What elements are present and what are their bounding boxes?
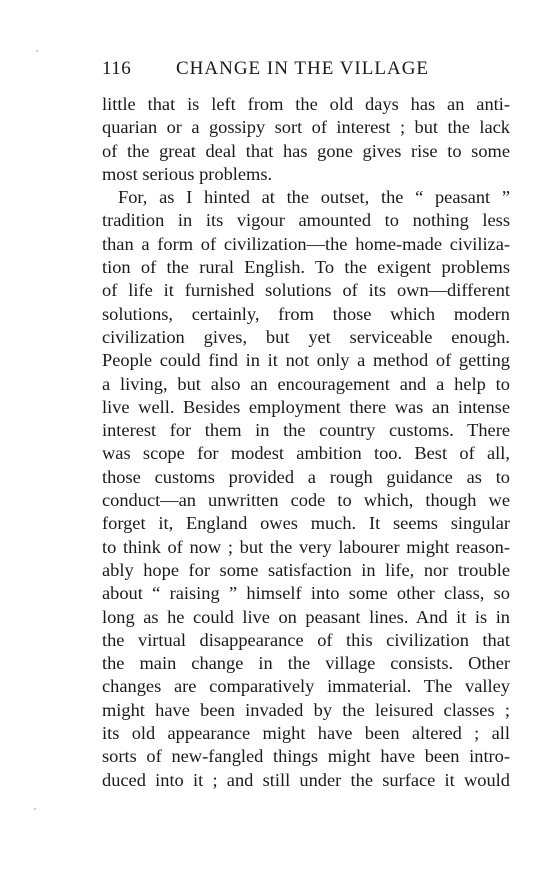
paper-speck <box>36 50 38 52</box>
text-line: a living, but also an encouragement and a help to <box>102 373 510 394</box>
text-line: forget it, England owes much. It seems singular <box>102 513 510 534</box>
running-title: CHANGE IN THE VILLAGE <box>176 58 430 79</box>
text-line: solutions, certainly, from those which modern <box>102 303 510 324</box>
text-line: sorts of new-fangled things might have been intro- <box>102 746 510 767</box>
paper-speck <box>34 808 36 810</box>
page-number: 116 <box>102 58 132 79</box>
text-line: to think of now ; but the very labourer might reason- <box>102 536 510 557</box>
body-text <box>102 93 510 792</box>
text-line: changes are comparatively immaterial. The valley <box>102 676 510 697</box>
text-line: live well. Besides employment there was an intense <box>102 396 510 417</box>
text-line: the main change in the village consists. Other <box>102 653 510 674</box>
text-line: People could find in it not only a method of getting <box>102 350 510 371</box>
text-line: most serious problems. <box>102 163 273 184</box>
text-line: of the great deal that has gone gives rise to some <box>102 140 510 161</box>
text-line: long as he could live on peasant lines. And it is in <box>102 606 510 627</box>
text-line: tion of the rural English. To the exigent problems <box>102 257 510 278</box>
text-line: of life it furnished solutions of its own—different <box>102 280 510 301</box>
text-line: For, as I hinted at the outset, the “ peasant ” <box>118 187 510 208</box>
text-line: interest for them in the country customs. There <box>102 420 510 441</box>
text-line: those customs provided a rough guidance as to <box>102 466 510 487</box>
text-line: the virtual disappearance of this civilization that <box>102 629 510 650</box>
text-line: than a form of civilization—the home-made civiliza- <box>102 233 510 254</box>
text-line: civilization gives, but yet serviceable enough. <box>102 326 510 347</box>
text-line: conduct—an unwritten code to which, though we <box>102 490 510 511</box>
text-line: about “ raising ” himself into some other class, so <box>102 583 510 604</box>
text-line: ably hope for some satisfaction in life, nor trouble <box>102 559 510 580</box>
page-header <box>102 58 510 84</box>
text-line: might have been invaded by the leisured classes ; <box>102 699 510 720</box>
text-line: tradition in its vigour amounted to nothing less <box>102 210 510 231</box>
text-line: was scope for modest ambition too. Best of all, <box>102 443 510 464</box>
text-line: duced into it ; and still under the surface it would <box>102 769 510 790</box>
text-line: its old appearance might have been altered ; all <box>102 723 510 744</box>
text-line: quarian or a gossipy sort of interest ; but the lack <box>102 117 510 138</box>
text-line: little that is left from the old days has an anti- <box>102 94 510 114</box>
